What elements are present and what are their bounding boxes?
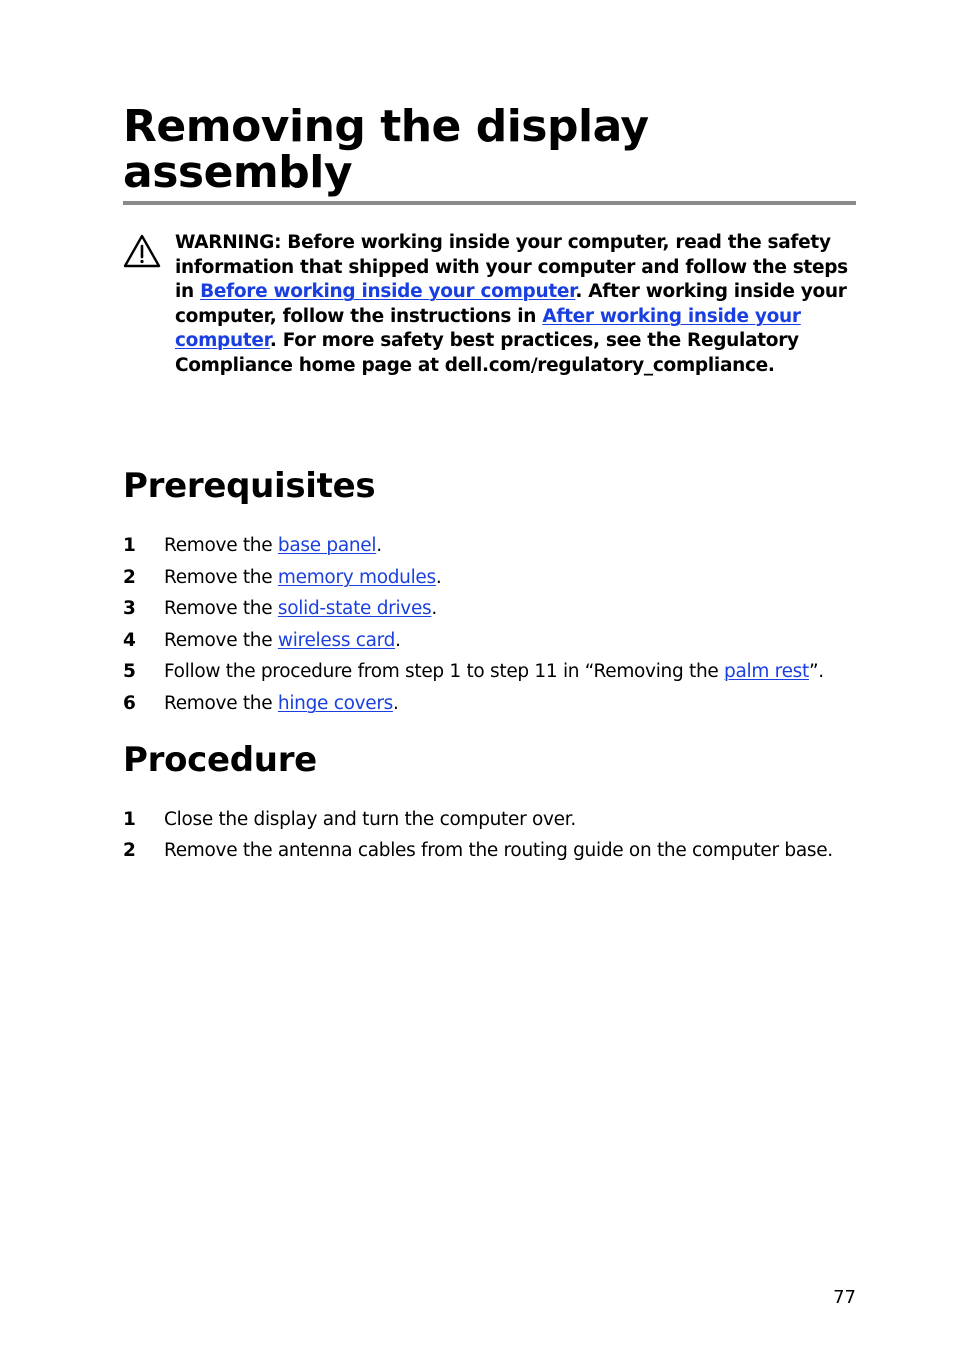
step-number: 1 bbox=[123, 809, 136, 830]
step-number: 2 bbox=[123, 840, 136, 861]
prerequisites-heading: Prerequisites bbox=[123, 466, 376, 506]
prerequisite-step bbox=[123, 596, 873, 622]
step-text: Close the display and turn the computer over. bbox=[164, 809, 576, 830]
step-number: 6 bbox=[123, 693, 136, 714]
palm-rest-link[interactable]: palm rest bbox=[724, 661, 809, 682]
warning-suffix: . For more safety best practices, see the Regulatory Compliance home page at dell.com/regulatory_compliance. bbox=[175, 330, 799, 376]
warning-text bbox=[175, 231, 865, 379]
page-number: 77 bbox=[833, 1287, 856, 1308]
warning-triangle-icon bbox=[123, 233, 161, 269]
step-number: 3 bbox=[123, 598, 136, 619]
prerequisite-step bbox=[123, 659, 873, 685]
prerequisite-step bbox=[123, 691, 873, 717]
warning-middle: . After working inside your computer, follow the instructions in bbox=[175, 281, 847, 327]
memory-modules-link[interactable]: memory modules bbox=[277, 567, 436, 588]
step-number: 5 bbox=[123, 661, 136, 682]
step-text: Remove the wireless card. bbox=[164, 630, 401, 651]
step-number: 2 bbox=[123, 567, 136, 588]
before-working-link[interactable]: Before working inside your computer bbox=[200, 281, 576, 303]
step-text: Remove the base panel. bbox=[164, 535, 382, 556]
step-text: Remove the solid-state drives. bbox=[164, 598, 437, 619]
solid-state-drives-link[interactable]: solid-state drives bbox=[277, 598, 432, 619]
step-text: Remove the memory modules. bbox=[164, 567, 442, 588]
procedure-step bbox=[123, 807, 873, 833]
prerequisite-step bbox=[123, 565, 873, 591]
wireless-card-link[interactable]: wireless card bbox=[277, 630, 396, 651]
step-number: 1 bbox=[123, 535, 136, 556]
procedure-heading: Procedure bbox=[123, 740, 317, 780]
warning-prefix: WARNING: Before working inside your computer, read the safety information that shipped with your computer and follow the steps in bbox=[175, 232, 848, 303]
after-working-link[interactable]: After working inside your computer bbox=[175, 305, 801, 352]
page-title: Removing the display assembly bbox=[123, 101, 649, 198]
hinge-covers-link[interactable]: hinge covers bbox=[277, 693, 393, 714]
step-text: Follow the procedure from step 1 to step 11 in “Removing the palm rest”. bbox=[164, 661, 824, 682]
prerequisite-step bbox=[123, 533, 873, 559]
prerequisite-step bbox=[123, 628, 873, 654]
step-text: Remove the antenna cables from the routing guide on the computer base. bbox=[164, 840, 833, 861]
step-text: Remove the hinge covers. bbox=[164, 693, 399, 714]
base-panel-link[interactable]: base panel bbox=[277, 535, 377, 556]
step-number: 4 bbox=[123, 630, 136, 651]
title-divider bbox=[123, 201, 856, 205]
procedure-step bbox=[123, 838, 873, 864]
